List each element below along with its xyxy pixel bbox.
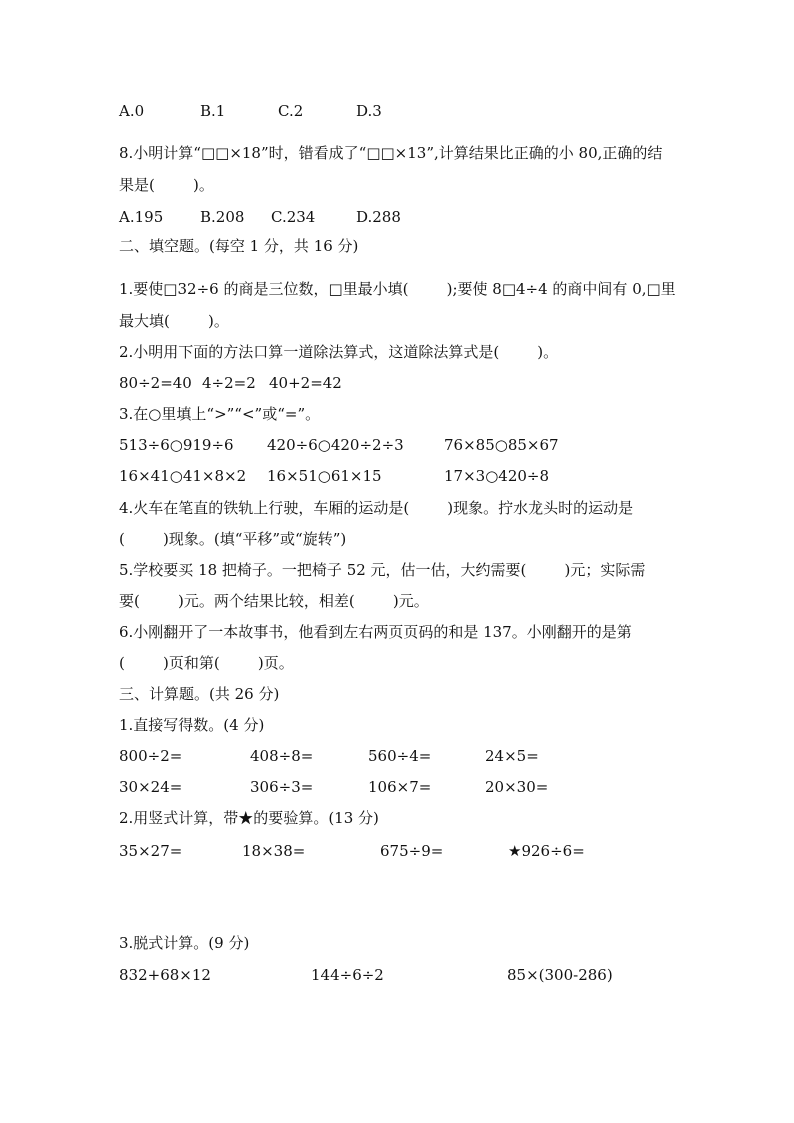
s2-q4-line2: ( )现象。(填“平移”或“旋转”) bbox=[119, 530, 347, 548]
option-d: D.288 bbox=[356, 208, 401, 226]
s2-q5-line2: 要( )元。两个结果比较，相差( )元。 bbox=[119, 592, 429, 610]
calc-item: 24×5= bbox=[485, 747, 539, 765]
calc-item: 30×24= bbox=[119, 778, 183, 796]
option-a: A.0 bbox=[119, 102, 145, 120]
option-c: C.2 bbox=[278, 102, 304, 120]
step-calc-item: 832+68×12 bbox=[119, 966, 211, 984]
option-d: D.3 bbox=[356, 102, 382, 120]
section2-title: 二、填空题。(每空 1 分，共 16 分) bbox=[119, 237, 359, 255]
s2-q6-line2: ( )页和第( )页。 bbox=[119, 654, 294, 672]
calc-item: 800÷2= bbox=[119, 747, 183, 765]
step-2: 4÷2=2 bbox=[202, 374, 256, 392]
s2-q1-line2: 最大填( )。 bbox=[119, 312, 229, 330]
option-c: C.234 bbox=[271, 208, 316, 226]
compare-item: 76×85○85×67 bbox=[444, 436, 559, 454]
step-1: 80÷2=40 bbox=[119, 374, 192, 392]
step-calc-item: 144÷6÷2 bbox=[311, 966, 384, 984]
calc-item: 106×7= bbox=[368, 778, 432, 796]
option-b: B.208 bbox=[200, 208, 245, 226]
q8-text-line2: 果是( )。 bbox=[119, 176, 214, 194]
compare-item: 16×51○61×15 bbox=[267, 467, 382, 485]
vertical-calc-item: ★926÷6= bbox=[508, 842, 585, 860]
calc-item: 560÷4= bbox=[368, 747, 432, 765]
s3-q2-text: 2.用竖式计算，带★的要验算。(13 分) bbox=[119, 809, 379, 827]
step-3: 40+2=42 bbox=[269, 374, 342, 392]
s2-q3-text: 3.在○里填上“>”“<”或“=”。 bbox=[119, 405, 321, 423]
calc-item: 20×30= bbox=[485, 778, 549, 796]
step-calc-item: 85×(300-286) bbox=[507, 966, 613, 984]
s2-q2-text: 2.小明用下面的方法口算一道除法算式，这道除法算式是( )。 bbox=[119, 343, 559, 361]
compare-item: 513÷6○919÷6 bbox=[119, 436, 234, 454]
section3-title: 三、计算题。(共 26 分) bbox=[119, 685, 280, 703]
option-b: B.1 bbox=[200, 102, 226, 120]
calc-item: 408÷8= bbox=[250, 747, 314, 765]
compare-item: 16×41○41×8×2 bbox=[119, 467, 247, 485]
s3-q3-text: 3.脱式计算。(9 分) bbox=[119, 934, 250, 952]
s2-q6-line1: 6.小刚翻开了一本故事书，他看到左右两页页码的和是 137。小刚翻开的是第 bbox=[119, 623, 632, 641]
compare-item: 17×3○420÷8 bbox=[444, 467, 550, 485]
compare-item: 420÷6○420÷2÷3 bbox=[267, 436, 404, 454]
s3-q1-text: 1.直接写得数。(4 分) bbox=[119, 716, 265, 734]
q8-text-line1: 8.小明计算“□□×18”时，错看成了“□□×13”,计算结果比正确的小 80,正确的结 bbox=[119, 144, 663, 162]
vertical-calc-item: 18×38= bbox=[242, 842, 306, 860]
vertical-calc-item: 35×27= bbox=[119, 842, 183, 860]
s2-q4-line1: 4.火车在笔直的铁轨上行驶，车厢的运动是( )现象。拧水龙头时的运动是 bbox=[119, 499, 634, 517]
s2-q5-line1: 5.学校要买 18 把椅子。一把椅子 52 元，估一估，大约需要( )元；实际需 bbox=[119, 561, 646, 579]
option-a: A.195 bbox=[119, 208, 164, 226]
vertical-calc-item: 675÷9= bbox=[380, 842, 444, 860]
s2-q1-line1: 1.要使□32÷6 的商是三位数，□里最小填( );要使 8□4÷4 的商中间有 0,□里 bbox=[119, 280, 676, 298]
calc-item: 306÷3= bbox=[250, 778, 314, 796]
